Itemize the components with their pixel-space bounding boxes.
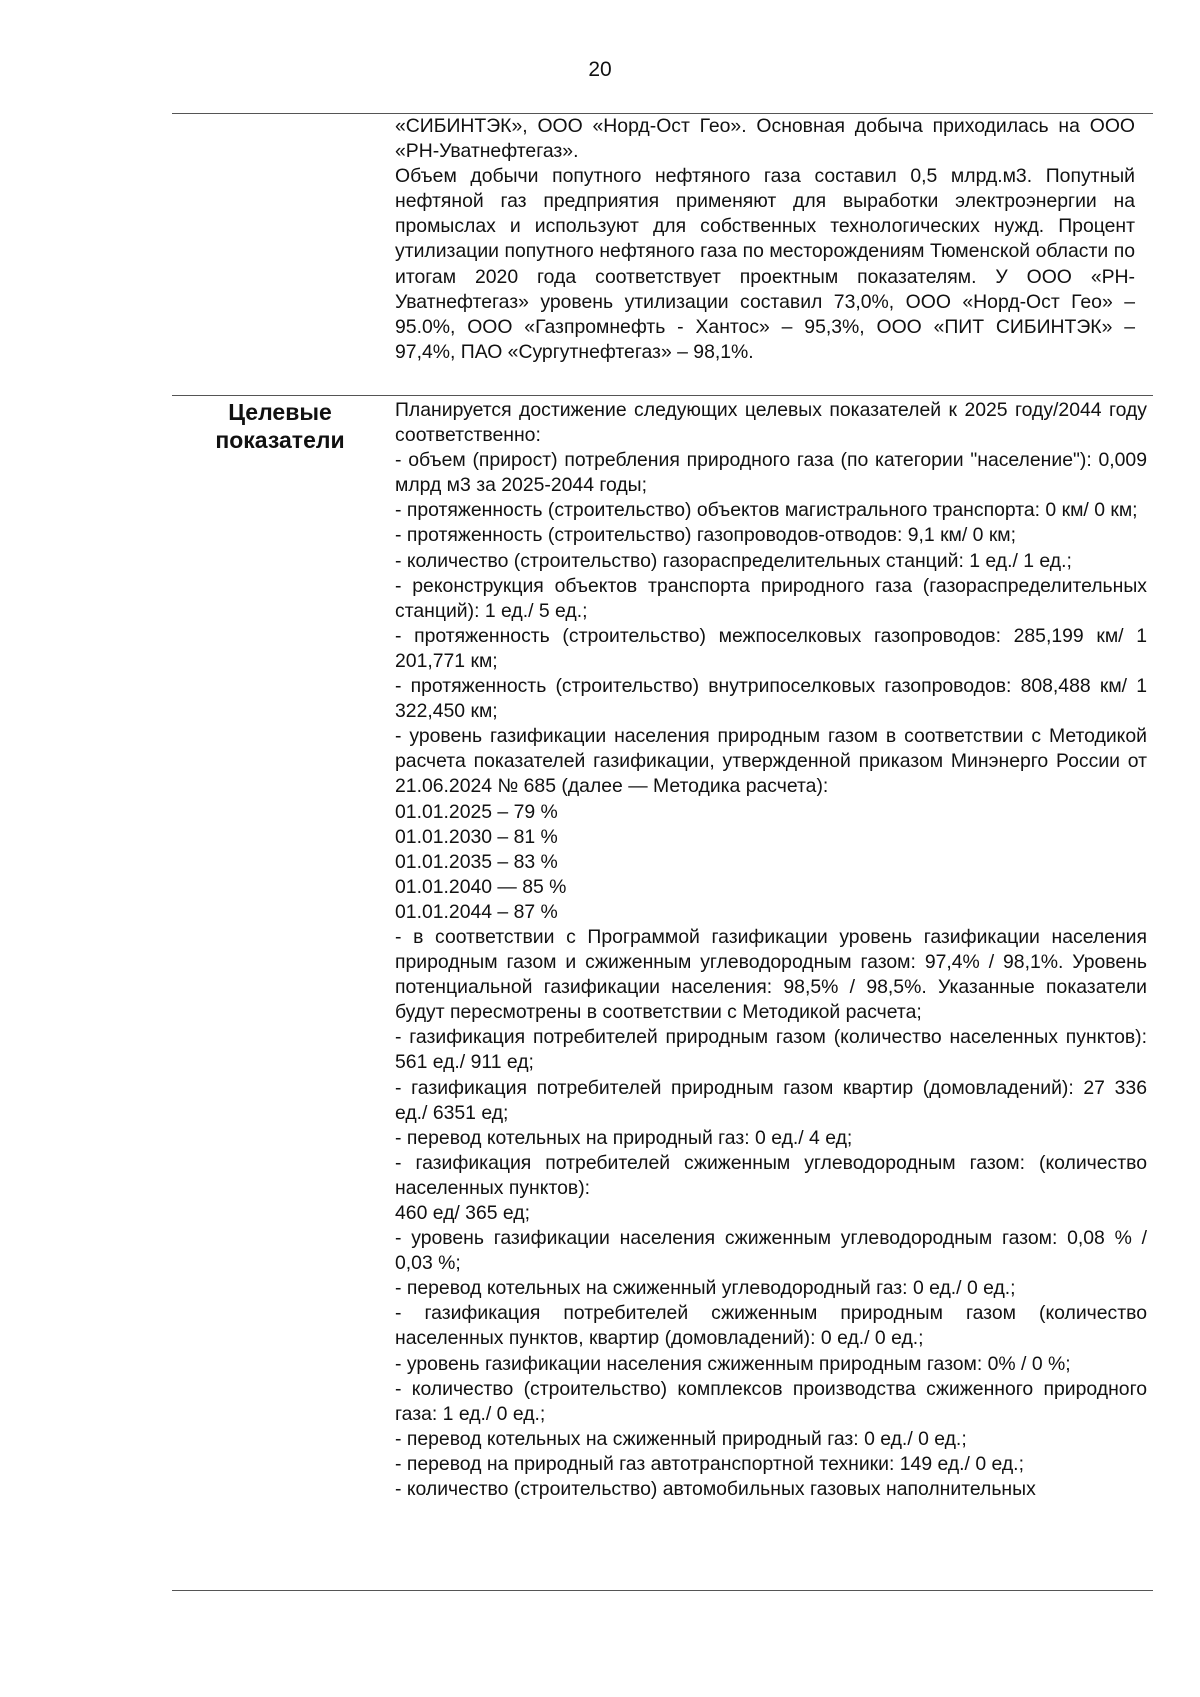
list-item: - протяженность (строительство) объектов магистрального транспорта: 0 км/ 0 км; [395,499,1138,522]
list-item: - газификация потребителей природным газом (количество населенных пунктов): 561 ед./ 911 ед; [395,1026,1147,1074]
list-item: - в соответствии с Программой газификации уровень газификации населения природным газом и сжиженным углеводородным газом: 97,4% / 98,1%. Уровень потенциальной газификации населения: 98,5% / 98,5%. Указанные показатели будут пересмотрены в соответствии с Методикой расчета; [395,925,1147,1024]
target-indicators-text [395,398,1147,1502]
table-row-divider [172,395,1153,396]
top-section-text [395,114,1135,365]
list-item: 01.01.2030 – 81 % [395,825,558,848]
list-item: - реконструкция объектов транспорта природного газа (газораспределительных станций): 1 ед./ 5 ед.; [395,574,1147,622]
list-item: 460 ед/ 365 ед; [395,1202,530,1224]
list-item: - газификация потребителей сжиженным углеводородным газом: (количество населенных пунктов): [395,1151,1147,1199]
page-number: 20 [588,58,612,81]
list-item: 01.01.2044 – 87 % [395,900,558,923]
list-item: - уровень газификации населения природным газом в соответствии с Методикой расчета показателей газификации, утвержденной приказом Минэнерго России от 21.06.2024 № 685 (далее — Методика расчета): [395,725,1147,798]
list-item: 01.01.2035 – 83 % [395,850,558,873]
paragraph: Объем добычи попутного нефтяного газа составил 0,5 млрд.м3. Попутный нефтяной газ предприятия применяют для выработки электроэнергии на промыслах и используют для собственных технологических нужд. Процент утилизации попутного нефтяного газа по месторождениям Тюменской области по итогам 2020 года соответствует проектным показателям. У ООО «РН-Уватнефтегаз» уровень утилизации составил 73,0%, ООО «Норд-Ост Гео» – 95.0%, ООО «Газпромнефть - Хантос» – 95,3%, ООО «ПИТ СИБИНТЭК» – 97,4%, ПАО «Сургутнефтегаз» – 98,1%. [395,165,1135,363]
row-label: Целевые показатели [215,399,345,453]
list-item: - объем (прирост) потребления природного газа (по категории "население"): 0,009 млрд м3 за 2025-2044 годы; [395,449,1147,497]
list-item: - количество (строительство) комплексов производства сжиженного природного газа: 1 ед./ 0 ед.; [395,1377,1147,1425]
list-item: 01.01.2025 – 79 % [395,800,558,823]
table-bottom-border [172,1590,1153,1591]
list-item: - перевод на природный газ автотранспортной техники: 149 ед./ 0 ед.; [395,1452,1024,1475]
list-item: - перевод котельных на природный газ: 0 ед./ 4 ед; [395,1126,853,1149]
paragraph: «СИБИНТЭК», ООО «Норд-Ост Гео». Основная добыча приходилась на ООО «РН-Уватнефтегаз». [395,115,1135,163]
list-item: - уровень газификации населения сжиженным углеводородным газом: 0,08 % / 0,03 %; [395,1227,1147,1275]
list-item: - протяженность (строительство) межпоселковых газопроводов: 285,199 км/ 1 201,771 км; [395,624,1147,672]
list-item: - газификация потребителей сжиженным природным газом (количество населенных пунктов, квартир (домовладений): 0 ед./ 0 ед.; [395,1302,1147,1350]
list-item: 01.01.2040 — 85 % [395,875,567,898]
list-item: Планируется достижение следующих целевых показателей к 2025 году/2044 году соответственно: [395,399,1147,447]
list-item: - перевод котельных на сжиженный углеводородный газ: 0 ед./ 0 ед.; [395,1277,1016,1300]
list-item: - газификация потребителей природным газом квартир (домовладений): 27 336 ед./ 6351 ед; [395,1076,1147,1124]
list-item: - количество (строительство) газораспределительных станций: 1 ед./ 1 ед.; [395,549,1072,572]
list-item: - перевод котельных на сжиженный природный газ: 0 ед./ 0 ед.; [395,1427,967,1450]
list-item: - уровень газификации населения сжиженным природным газом: 0% / 0 %; [395,1352,1071,1375]
list-item: - количество (строительство) автомобильных газовых наполнительных [395,1478,1036,1501]
list-item: - протяженность (строительство) газопроводов-отводов: 9,1 км/ 0 км; [395,524,1017,547]
list-item: - протяженность (строительство) внутрипоселковых газопроводов: 808,488 км/ 1 322,450 км; [395,675,1147,723]
